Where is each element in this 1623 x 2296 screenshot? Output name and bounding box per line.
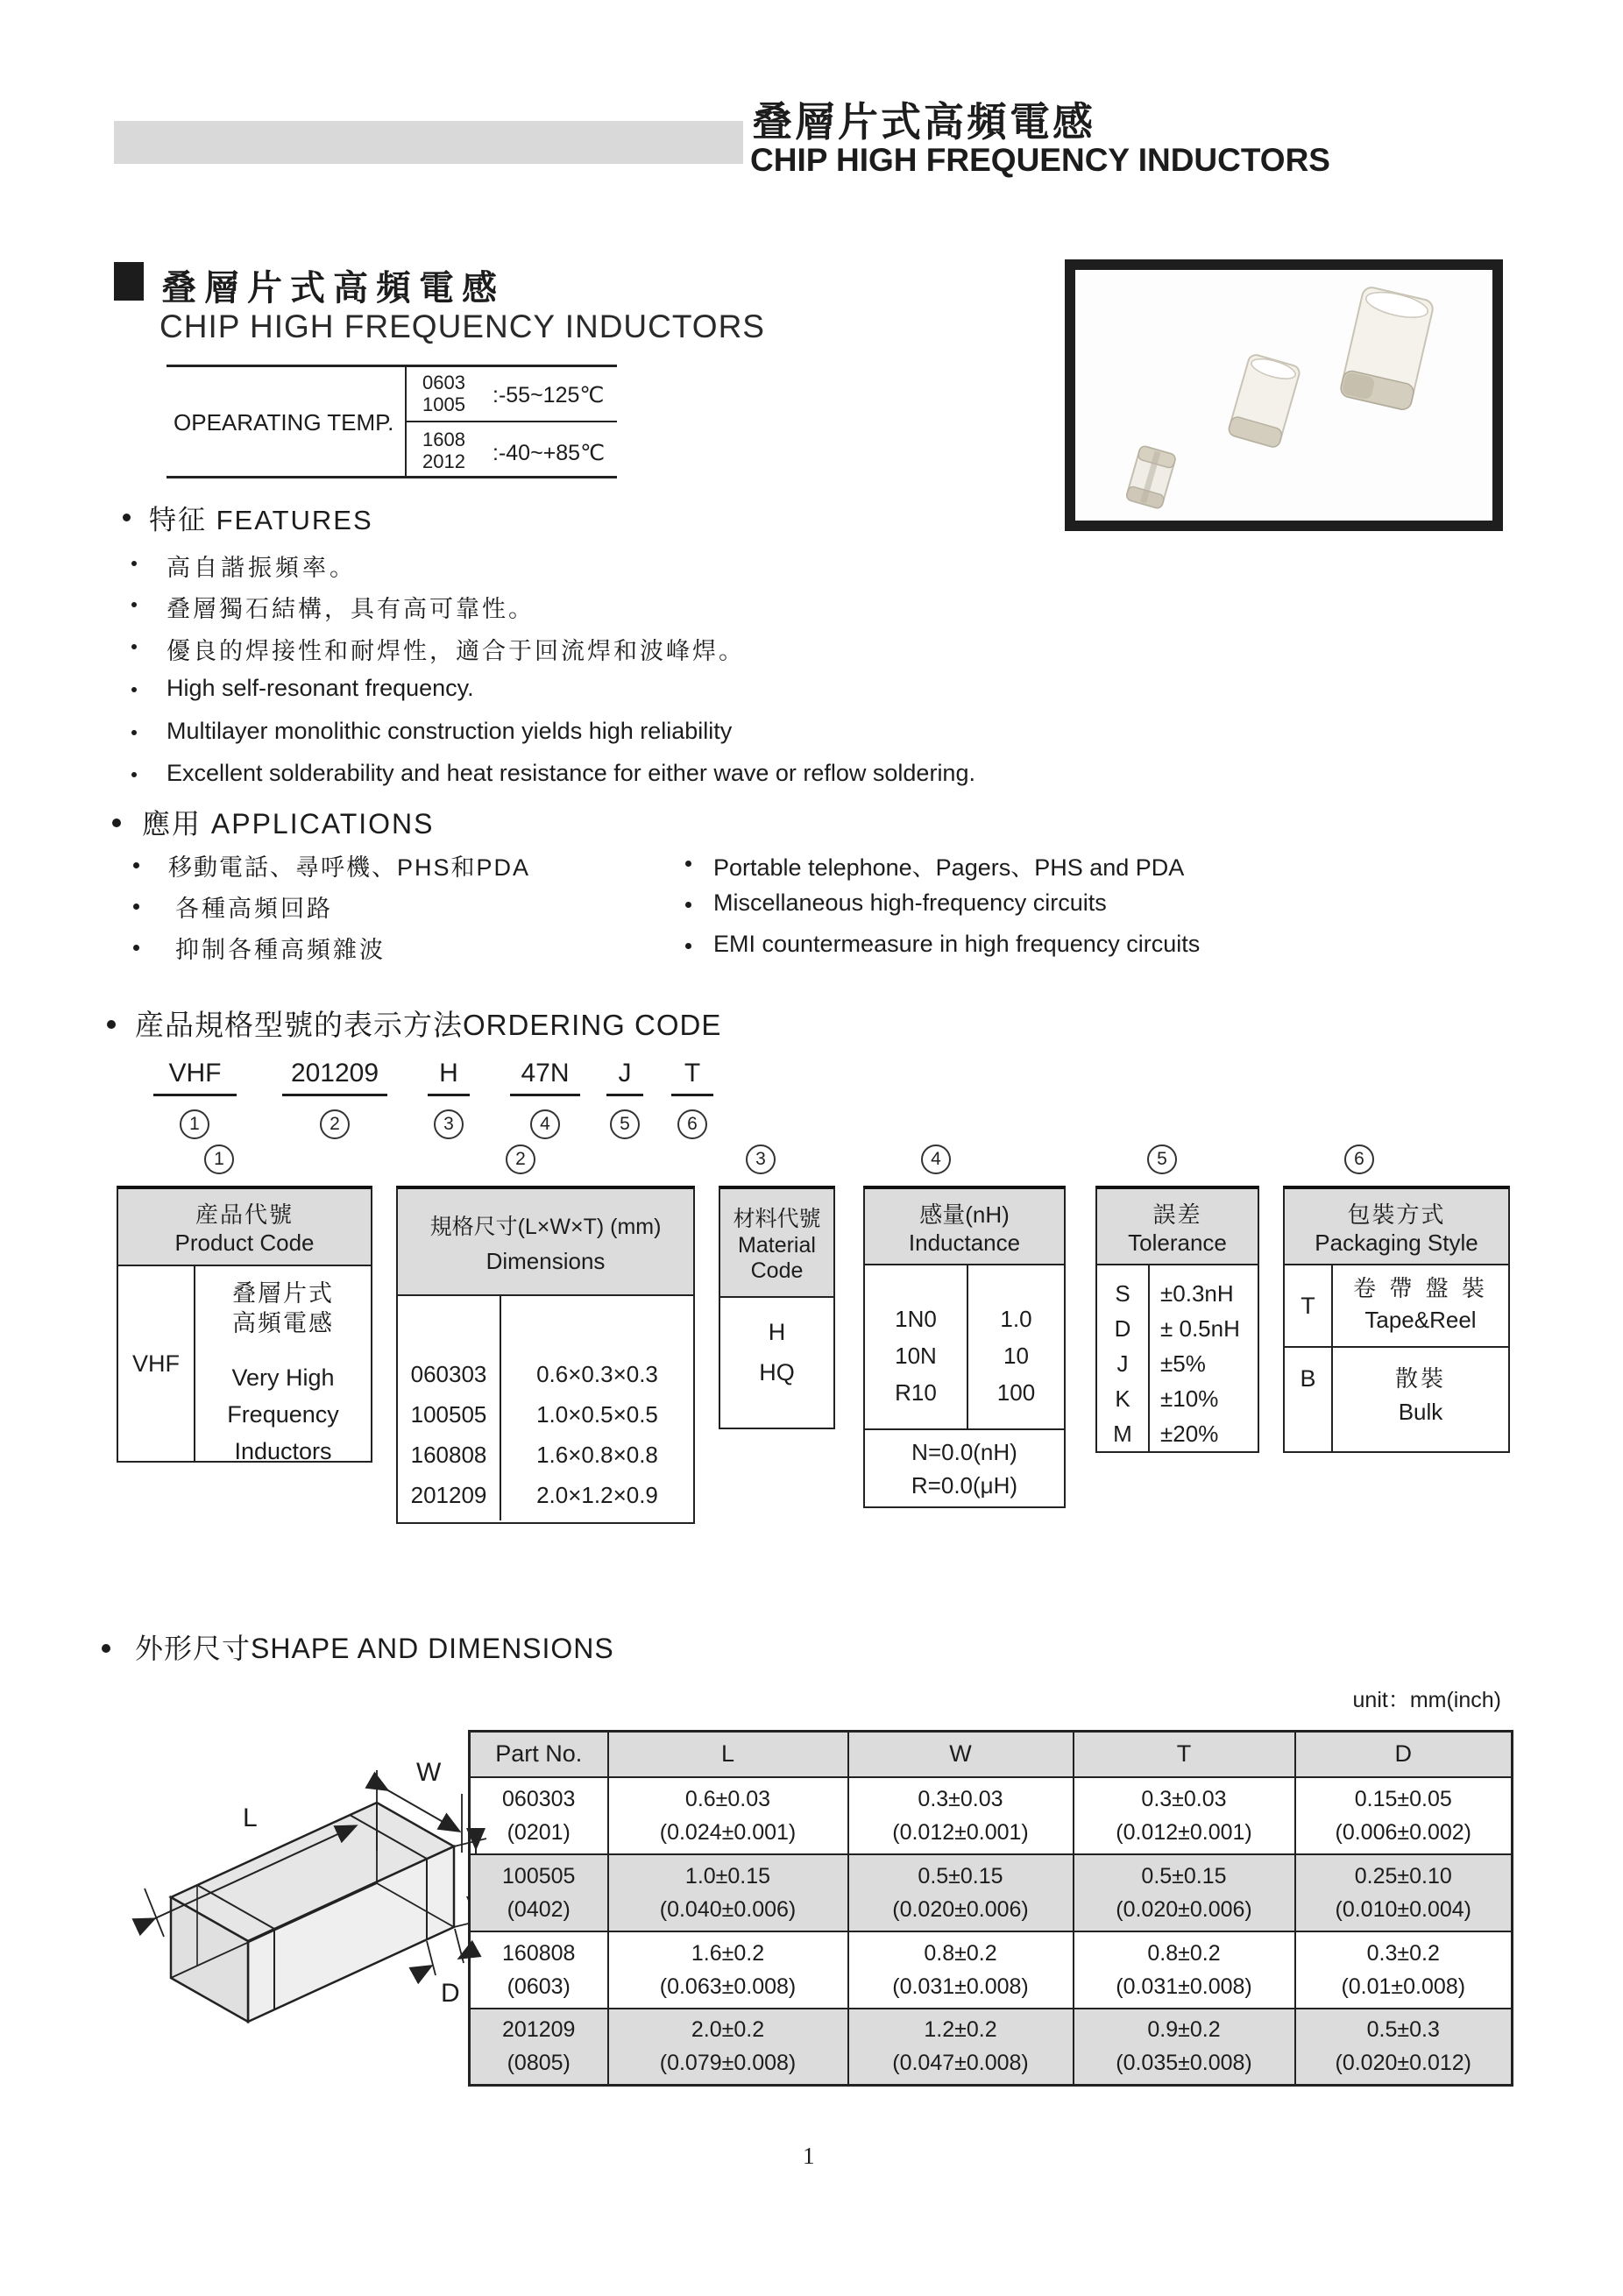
section-title-zh: 叠層片式高頻電感 xyxy=(161,269,505,308)
ordering-code-part: VHF xyxy=(153,1059,237,1096)
header-en: Code xyxy=(750,1258,804,1283)
circled-number-icon: 2 xyxy=(506,1144,535,1174)
packaging-desc-zh: 卷 帶 盤 裝 xyxy=(1353,1275,1488,1301)
table-header-row xyxy=(470,1732,1513,1777)
size-value: 1.6×0.8×0.8 xyxy=(536,1442,658,1468)
d-cell: 0.15±0.05 (0.006±0.002) xyxy=(1295,1777,1513,1854)
header-zh: 規格尺寸(L×W×T) (mm) xyxy=(429,1214,662,1239)
temp-table-label: OPEARATING TEMP. xyxy=(174,409,394,436)
tolerance-value-column xyxy=(1150,1265,1258,1451)
feature-item: Excellent solderability and heat resistance for either wave or reflow soldering. xyxy=(167,760,975,786)
header-zh: 感量(nH) xyxy=(919,1201,1010,1228)
feature-item: High self-resonant frequency. xyxy=(167,675,474,701)
temp-row-codes xyxy=(422,429,465,472)
temp-table-top-border xyxy=(167,365,617,367)
bullet-icon xyxy=(112,818,121,827)
size-code: 201209 xyxy=(410,1482,487,1508)
bullet-icon xyxy=(685,902,691,908)
temp-row-codes xyxy=(422,372,465,415)
operating-temp-table xyxy=(167,365,617,478)
shape-heading: 外形尺寸SHAPE AND DIMENSIONS xyxy=(135,1633,614,1664)
col-header-w: W xyxy=(848,1732,1074,1777)
part-cell: 160808 (0603) xyxy=(470,1931,608,2009)
photo-inner xyxy=(1075,270,1492,521)
section-square-icon xyxy=(114,262,144,301)
feature-item: 優良的焊接性和耐焊性，適合于回流焊和波峰焊。 xyxy=(167,638,745,664)
inductance-code: 1N0 xyxy=(895,1306,937,1332)
packaging-code-cell xyxy=(1285,1348,1333,1451)
temp-table-bottom-border xyxy=(167,476,617,478)
bullet-icon xyxy=(123,514,131,521)
inductance-note-line: N=0.0(nH) xyxy=(911,1439,1017,1465)
ordering-heading: 産品規格型號的表示方法ORDERING CODE xyxy=(135,1009,722,1041)
header-en: Inductance xyxy=(908,1229,1021,1256)
application-item: Portable telephone、Pagers、PHS and PDA xyxy=(713,854,1185,881)
ordering-code-part: H xyxy=(428,1059,470,1096)
temp-code: 2012 xyxy=(422,450,465,472)
col-header-part: Part No. xyxy=(470,1732,608,1777)
inductance-code: R10 xyxy=(895,1379,937,1406)
inductance-value: 100 xyxy=(996,1379,1036,1406)
feature-item: Multilayer monolithic construction yields high reliability xyxy=(167,718,733,744)
t-cell: 0.3±0.03 (0.012±0.001) xyxy=(1074,1777,1295,1854)
product-name-en: Very High xyxy=(231,1364,335,1391)
header-en: Dimensions xyxy=(485,1247,606,1274)
tolerance-code: J xyxy=(1116,1350,1129,1377)
material-value: H xyxy=(768,1319,786,1345)
tolerance-code: D xyxy=(1114,1315,1131,1342)
temp-code: 1608 xyxy=(422,429,465,450)
application-item: Miscellaneous high-frequency circuits xyxy=(713,889,1107,916)
temp-code: 0603 xyxy=(422,372,465,393)
applications-heading: 應用 APPLICATIONS xyxy=(142,808,435,840)
bullet-icon xyxy=(685,861,691,867)
application-item: 抑制各種高頻雜波 xyxy=(175,937,386,963)
bullet-icon xyxy=(131,602,137,607)
bullet-icon xyxy=(131,772,137,777)
inductance-value-column xyxy=(968,1265,1064,1428)
w-cell: 0.5±0.15 (0.020±0.006) xyxy=(848,1854,1074,1931)
circled-number-icon: 5 xyxy=(610,1109,640,1139)
temp-row-range: :-55~125℃ xyxy=(493,383,605,407)
circled-number-icon: 1 xyxy=(204,1144,234,1174)
product-name-cell xyxy=(195,1266,371,1464)
shape-dimensions-table xyxy=(468,1730,1513,2087)
l-cell: 1.6±0.2 (0.063±0.008) xyxy=(608,1931,848,2009)
chip-small xyxy=(1125,445,1176,509)
bullet-icon xyxy=(131,687,137,692)
packaging-desc-cell xyxy=(1333,1265,1508,1346)
circled-number-icon: 2 xyxy=(320,1109,350,1139)
ordering-code-part: T xyxy=(671,1059,713,1096)
material-code-table xyxy=(719,1186,835,1429)
part-cell: 201209 (0805) xyxy=(470,2009,608,2086)
t-cell: 0.9±0.2 (0.035±0.008) xyxy=(1074,2009,1295,2086)
size-code: 100505 xyxy=(410,1401,487,1428)
circled-number-icon: 6 xyxy=(1344,1144,1374,1174)
bullet-icon xyxy=(133,862,139,868)
material-header xyxy=(720,1189,833,1298)
d-cell: 0.3±0.2 (0.01±0.008) xyxy=(1295,1931,1513,2009)
tolerance-value: ±5% xyxy=(1160,1350,1206,1377)
inductance-note-line: R=0.0(μH) xyxy=(911,1472,1018,1499)
application-item: 移動電話、尋呼機、PHS和PDA xyxy=(168,854,531,881)
feature-item: 高自諧振頻率。 xyxy=(167,555,357,581)
feature-item: 叠層獨石結構，具有高可靠性。 xyxy=(167,596,535,622)
tolerance-code-column xyxy=(1097,1265,1150,1451)
table-row xyxy=(470,1854,1513,1931)
inductance-table xyxy=(863,1186,1066,1508)
chip-medium xyxy=(1228,353,1301,449)
material-values xyxy=(720,1298,833,1392)
size-value: 1.0×0.5×0.5 xyxy=(536,1401,658,1428)
t-cell: 0.8±0.2 (0.031±0.008) xyxy=(1074,1931,1295,2009)
page-number: 1 xyxy=(803,2143,815,2169)
temp-row-range: :-40~+85℃ xyxy=(493,441,606,465)
dim-label-d: D xyxy=(441,1979,460,2008)
header-zh: 産品代號 xyxy=(195,1201,294,1228)
header-en: Product Code xyxy=(174,1229,315,1256)
dim-label-w: W xyxy=(416,1758,442,1787)
header-en: Material xyxy=(738,1233,816,1258)
temp-code: 1005 xyxy=(422,393,465,415)
product-name-en: Frequency xyxy=(227,1401,339,1428)
header-zh: 誤差 xyxy=(1152,1201,1202,1228)
unit-note: unit：mm(inch) xyxy=(1352,1688,1501,1712)
l-cell: 0.6±0.03 (0.024±0.001) xyxy=(608,1777,848,1854)
product-photo xyxy=(1065,259,1503,531)
l-cell: 2.0±0.2 (0.079±0.008) xyxy=(608,2009,848,2086)
temp-table-divider-horizontal xyxy=(405,421,617,422)
packaging-code-cell xyxy=(1285,1265,1333,1346)
chip-photo-illustration xyxy=(1075,270,1492,521)
size-code-column xyxy=(398,1296,501,1520)
product-name-zh: 高頻電感 xyxy=(232,1310,334,1336)
table-row xyxy=(470,1777,1513,1854)
dimension-diagram xyxy=(118,1746,486,2061)
d-cell: 0.5±0.3 (0.020±0.012) xyxy=(1295,2009,1513,2086)
features-heading: 特征 FEATURES xyxy=(149,505,373,535)
packaging-code: B xyxy=(1300,1365,1316,1392)
circled-number-icon: 5 xyxy=(1147,1144,1177,1174)
page-title-zh: 叠層片式高頻電感 xyxy=(752,99,1095,145)
inductance-code: 10N xyxy=(895,1343,937,1369)
tolerance-code: M xyxy=(1113,1421,1132,1447)
packaging-desc-en: Bulk xyxy=(1398,1399,1443,1425)
d-cell: 0.25±0.10 (0.010±0.004) xyxy=(1295,1854,1513,1931)
col-header-l: L xyxy=(608,1732,848,1777)
inductance-note xyxy=(865,1430,1064,1502)
application-item: EMI countermeasure in high frequency circuits xyxy=(713,931,1201,957)
inductance-header xyxy=(865,1189,1064,1265)
ordering-code-part: 47N xyxy=(510,1059,580,1096)
ordering-code-part: 201209 xyxy=(282,1059,387,1096)
application-item: 各種高頻回路 xyxy=(175,896,333,922)
packaging-desc-en: Tape&Reel xyxy=(1364,1307,1477,1333)
size-value-column xyxy=(501,1296,693,1520)
product-code-table xyxy=(117,1186,372,1463)
ordering-code-part: J xyxy=(606,1059,643,1096)
page-title-en: CHIP HIGH FREQUENCY INDUCTORS xyxy=(750,142,1330,178)
inductance-value: 1.0 xyxy=(1000,1306,1032,1332)
col-header-d: D xyxy=(1295,1732,1513,1777)
inductance-code-column xyxy=(865,1265,968,1428)
part-cell: 100505 (0402) xyxy=(470,1854,608,1931)
size-value: 2.0×1.2×0.9 xyxy=(536,1482,658,1508)
inductance-value: 10 xyxy=(1003,1343,1029,1369)
header-zh: 包裝方式 xyxy=(1347,1201,1446,1228)
bullet-icon xyxy=(107,1020,116,1029)
section-title-en: CHIP HIGH FREQUENCY INDUCTORS xyxy=(159,308,765,344)
packaging-desc-zh: 散裝 xyxy=(1394,1365,1446,1392)
header-en: Packaging Style xyxy=(1315,1229,1478,1256)
col-header-t: T xyxy=(1074,1732,1295,1777)
circled-number-icon: 4 xyxy=(530,1109,560,1139)
size-code: 160808 xyxy=(410,1442,487,1468)
bullet-icon xyxy=(131,561,137,566)
circled-number-icon: 1 xyxy=(180,1109,209,1139)
table-row xyxy=(470,1931,1513,2009)
l-cell: 1.0±0.15 (0.040±0.006) xyxy=(608,1854,848,1931)
w-cell: 0.3±0.03 (0.012±0.001) xyxy=(848,1777,1074,1854)
circled-number-icon: 3 xyxy=(746,1144,776,1174)
tolerance-value: ± 0.5nH xyxy=(1160,1315,1240,1342)
tolerance-code: S xyxy=(1115,1280,1130,1307)
product-code-cell xyxy=(118,1266,195,1461)
tolerance-header xyxy=(1097,1189,1258,1265)
w-cell: 1.2±0.2 (0.047±0.008) xyxy=(848,2009,1074,2086)
tolerance-value: ±20% xyxy=(1160,1421,1219,1447)
dim-label-l: L xyxy=(243,1803,258,1832)
tolerance-table xyxy=(1095,1186,1259,1453)
tolerance-code: K xyxy=(1115,1385,1130,1412)
dimensions-header xyxy=(398,1189,693,1296)
circled-number-icon: 4 xyxy=(921,1144,951,1174)
packaging-header xyxy=(1285,1189,1508,1265)
table-row xyxy=(470,2009,1513,2086)
tolerance-value: ±10% xyxy=(1160,1385,1219,1412)
bullet-icon xyxy=(685,943,691,949)
packaging-table xyxy=(1283,1186,1510,1453)
size-value: 0.6×0.3×0.3 xyxy=(536,1361,658,1387)
dimensions-code-table xyxy=(396,1186,695,1524)
tolerance-value: ±0.3nH xyxy=(1160,1280,1234,1307)
bullet-icon xyxy=(102,1644,110,1653)
header-en: Tolerance xyxy=(1128,1229,1227,1256)
bullet-icon xyxy=(133,945,139,951)
bullet-icon xyxy=(131,730,137,735)
product-code-value: VHF xyxy=(132,1350,180,1377)
circled-number-icon: 3 xyxy=(434,1109,464,1139)
part-cell: 060303 (0201) xyxy=(470,1777,608,1854)
bullet-icon xyxy=(133,904,139,910)
t-cell: 0.5±0.15 (0.020±0.006) xyxy=(1074,1854,1295,1931)
bullet-icon xyxy=(131,644,137,649)
size-code: 060303 xyxy=(410,1361,487,1387)
product-name-en: Inductors xyxy=(234,1438,332,1464)
chip-large xyxy=(1339,286,1435,411)
product-code-header xyxy=(118,1189,371,1266)
packaging-code: T xyxy=(1301,1292,1315,1319)
packaging-desc-cell xyxy=(1333,1348,1508,1451)
header-zh: 材料代號 xyxy=(733,1207,821,1231)
product-name-zh: 叠層片式 xyxy=(232,1280,334,1307)
w-cell: 0.8±0.2 (0.031±0.008) xyxy=(848,1931,1074,2009)
material-value: HQ xyxy=(759,1359,795,1385)
header-gray-bar xyxy=(114,121,743,164)
circled-number-icon: 6 xyxy=(677,1109,707,1139)
